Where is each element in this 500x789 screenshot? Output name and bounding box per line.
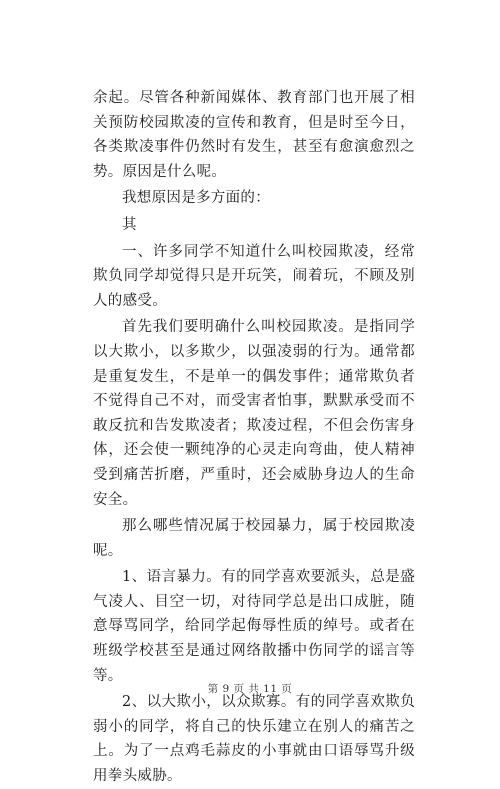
paragraph-1: 余起。尽管各种新闻媒体、教育部门也开展了相关预防校园欺凌的宣传和教育，但是时至今日，各类欺凌事件仍然时有发生，甚至有愈演愈烈之势。原因是什么呢。	[93, 90, 415, 180]
page-footer: 第 9 页 共 11 页	[207, 683, 293, 695]
paragraph-3: 其	[122, 216, 137, 233]
paragraph-2: 我想原因是多方面的：	[122, 190, 270, 207]
paragraph-6: 那么哪些情况属于校园暴力，属于校园欺凌呢。	[93, 518, 415, 559]
paragraph-5: 首先我们要明确什么叫校园欺凌。是指同学以大欺小，以多欺少，以强凌弱的行为。通常都是重复发生，不是单一的偶发事件；通常欺负者不觉得自己不对，而受害者怕事，默默承受而不敢反抗和告发欺凌者；欺凌过程，不但会伤害身体，还会使一颗纯净的心灵走向弯曲，使人精神受到痛苦折磨，严重时，还会威胁身边人的生命安全。	[93, 319, 415, 508]
paragraph-8: 2、以大欺小，以众欺寡。有的同学喜欢欺负弱小的同学，将自己的快乐建立在别人的痛苦之上。为了一点鸡毛蒜皮的小事就由口语辱骂升级用拳头威胁。	[93, 694, 415, 785]
paragraph-4: 一、许多同学不知道什么叫校园欺凌，经常欺负同学却觉得只是开玩笑，闹着玩，不顾及别人的感受。	[93, 243, 415, 309]
paragraph-7: 1、语言暴力。有的同学喜欢要派头，总是盛气凌人、目空一切，对待同学总是出口成脏，随意辱骂同学，给同学起侮辱性质的绰号。或者在班级学校甚至是通过网络散播中伤同学的谣言等等。	[93, 569, 415, 684]
